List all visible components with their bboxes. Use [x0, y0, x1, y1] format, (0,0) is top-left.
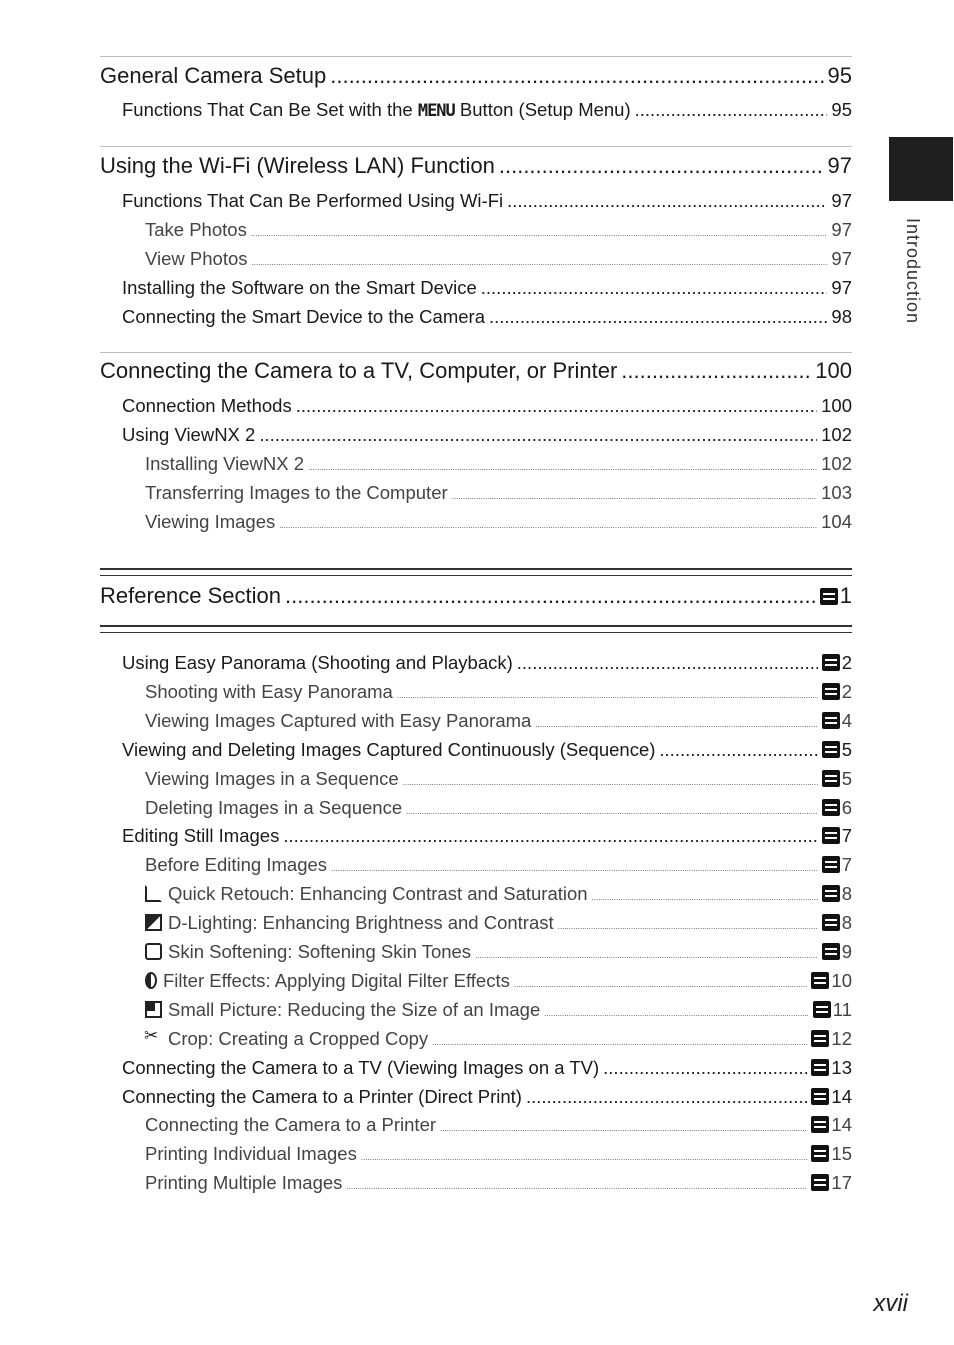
toc-section-entry[interactable]	[100, 583, 852, 609]
toc-entry-title	[145, 912, 554, 934]
toc-entry-title: Using ViewNX 2	[122, 424, 256, 445]
toc-page-number: 97	[831, 219, 852, 240]
toc-subentry[interactable]	[145, 970, 852, 992]
page-number: xvii	[873, 1290, 908, 1317]
dot-leader	[635, 99, 828, 121]
dot-leader	[544, 1009, 809, 1018]
dot-leader	[361, 1153, 808, 1162]
toc-subentry[interactable]	[145, 710, 852, 732]
d-lighting-icon	[145, 914, 162, 931]
page-number-text: 14	[831, 1114, 852, 1136]
toc-subentry[interactable]	[145, 912, 852, 934]
toc-entry[interactable]	[122, 825, 852, 847]
toc-page-number	[811, 1172, 852, 1194]
toc-entry[interactable]	[122, 424, 852, 446]
toc-entry-text: Viewing and Deleting Images Captured Continuously (Sequence)	[122, 738, 656, 760]
toc-entry-title	[122, 1086, 522, 1108]
dot-leader	[330, 63, 823, 89]
dot-leader	[475, 951, 818, 960]
toc-entry-title	[145, 999, 540, 1021]
toc-entry-title: Viewing Images	[145, 511, 276, 532]
dot-leader	[296, 395, 817, 417]
toc-page-number: 95	[827, 63, 852, 88]
toc-subentry[interactable]	[145, 883, 852, 905]
filter-effects-icon	[145, 972, 157, 989]
toc-page-number	[822, 797, 852, 819]
section-divider	[100, 352, 852, 353]
toc-entry-title	[145, 710, 531, 732]
dot-leader	[403, 778, 818, 787]
toc-entry-title: Connecting the Smart Device to the Camera	[122, 306, 485, 327]
toc-subentry[interactable]	[145, 1143, 852, 1165]
reference-section-icon	[822, 770, 840, 787]
reference-section-icon	[822, 914, 840, 931]
toc-page-number	[822, 768, 852, 790]
page-number-text: 7	[841, 854, 852, 876]
toc-page-number	[822, 941, 852, 963]
page-number-text: 8	[841, 912, 852, 934]
toc-section-entry[interactable]	[100, 63, 852, 89]
toc-entry[interactable]	[122, 190, 852, 212]
toc-subentry[interactable]	[145, 797, 852, 819]
dot-leader	[452, 492, 817, 501]
toc-page-number	[811, 1028, 852, 1050]
toc-page-number: 98	[831, 306, 852, 327]
toc-entry[interactable]	[122, 739, 852, 761]
toc-entry-title: Take Photos	[145, 219, 247, 240]
toc-entry-title	[145, 941, 471, 963]
page-number-text: 14	[831, 1085, 852, 1107]
toc-section-entry[interactable]	[100, 153, 852, 179]
dot-leader	[252, 258, 828, 267]
toc-entry-title	[145, 768, 399, 790]
toc-section-entry[interactable]	[100, 358, 852, 384]
toc-entry-text: Quick Retouch: Enhancing Contrast and Saturation	[168, 883, 588, 905]
toc-entry-text: Viewing Images Captured with Easy Panorama	[145, 709, 532, 731]
dot-leader	[535, 720, 817, 729]
toc-page-number	[822, 710, 852, 732]
toc-section-title: Connecting the Camera to a TV, Computer, or Printer	[100, 358, 618, 383]
toc-section-title: Using the Wi-Fi (Wireless LAN) Function	[100, 153, 495, 178]
toc-entry-text: Connecting the Camera to a TV (Viewing Images on a TV)	[122, 1056, 600, 1078]
dot-leader	[279, 521, 817, 530]
reference-section-icon	[811, 1145, 829, 1162]
page-number-text: 13	[831, 1056, 852, 1078]
toc-page-number: 97	[831, 190, 852, 211]
toc-entry-text: Functions That Can Be Set with the	[122, 99, 418, 120]
toc-page-number	[822, 739, 852, 761]
reference-section-icon	[813, 1001, 831, 1018]
toc-entry-title	[145, 681, 393, 703]
toc-page-number	[822, 854, 852, 876]
toc-entry-title: Functions That Can Be Performed Using Wi-Fi	[122, 190, 504, 211]
toc-entry-text: Button (Setup Menu)	[454, 99, 631, 120]
toc-entry-text: Small Picture: Reducing the Size of an Image	[168, 998, 541, 1020]
toc-page-number	[811, 1057, 852, 1079]
toc-page-number	[820, 583, 852, 609]
reference-section-icon	[822, 683, 840, 700]
dot-leader	[517, 652, 818, 674]
dot-leader	[331, 864, 818, 873]
page-number-text: 12	[831, 1027, 852, 1049]
toc-entry-title	[145, 797, 402, 819]
toc-entry-text: Deleting Images in a Sequence	[145, 796, 403, 818]
reference-section-icon	[811, 1174, 829, 1191]
toc-entry[interactable]	[122, 652, 852, 674]
toc-entry-text: Skin Softening: Softening Skin Tones	[168, 941, 472, 962]
dot-leader	[397, 691, 818, 700]
reference-section-icon	[822, 712, 840, 729]
toc-page-number: 102	[821, 424, 852, 445]
reference-divider-bottom	[100, 625, 852, 633]
dot-leader	[406, 807, 818, 816]
page-number-text: 17	[831, 1172, 852, 1194]
dot-leader	[432, 1038, 807, 1047]
toc-entry-title	[122, 1057, 599, 1079]
toc-page-number	[813, 999, 852, 1021]
toc-subentry[interactable]	[145, 482, 852, 504]
toc-page-number	[811, 1143, 852, 1165]
dot-leader	[507, 190, 827, 212]
toc-page-number	[822, 912, 852, 934]
toc-section-title: Reference Section	[100, 583, 281, 608]
dot-leader	[621, 358, 811, 384]
toc-page-number: 104	[821, 511, 852, 532]
reference-section-icon	[822, 885, 840, 902]
toc-entry[interactable]	[122, 395, 852, 417]
toc-entry-title: Installing ViewNX 2	[145, 453, 305, 474]
dot-leader	[592, 893, 818, 902]
dot-leader	[259, 424, 817, 446]
toc-entry-text: D-Lighting: Enhancing Brightness and Contrast	[168, 912, 554, 934]
page-number-text: 4	[841, 709, 852, 731]
dot-leader	[285, 583, 816, 609]
reference-section-icon	[822, 799, 840, 816]
toc-subentry[interactable]	[145, 999, 852, 1021]
page-number-text: 11	[832, 998, 852, 1020]
toc-entry-title	[145, 1172, 342, 1194]
toc-entry-title	[145, 1114, 436, 1136]
reference-section-icon	[811, 1059, 829, 1076]
dot-leader	[346, 1182, 807, 1191]
toc-entry-text: Viewing Images in a Sequence	[145, 767, 399, 789]
toc-subentry[interactable]	[145, 1114, 852, 1136]
toc-entry-title	[145, 970, 510, 992]
page-number-text: 2	[841, 680, 852, 702]
toc-page-number	[822, 883, 852, 905]
toc-entry-text: Shooting with Easy Panorama	[145, 680, 393, 702]
toc-entry-title	[122, 825, 279, 847]
reference-section-icon	[811, 972, 829, 989]
page-number-text: 2	[841, 652, 852, 673]
toc-page-number: 97	[831, 248, 852, 269]
toc-entry-title: View Photos	[145, 248, 248, 269]
dot-leader	[659, 739, 817, 761]
toc-entry-title	[122, 652, 513, 674]
dot-leader	[251, 229, 828, 238]
menu-button-icon: MENU	[417, 101, 455, 121]
toc-entry-text: Editing Still Images	[122, 825, 280, 847]
toc-page-number: 97	[827, 153, 852, 178]
toc-subentry[interactable]	[145, 1172, 852, 1194]
dot-leader	[489, 306, 827, 328]
page-number-text: 5	[841, 738, 852, 760]
reference-section-icon	[822, 856, 840, 873]
skin-softening-icon	[145, 943, 162, 960]
dot-leader	[603, 1057, 807, 1079]
dot-leader	[514, 980, 808, 989]
toc-page-number: 97	[831, 277, 852, 298]
dot-leader	[308, 463, 817, 472]
toc-page-number: 95	[831, 99, 852, 120]
section-divider	[100, 146, 852, 147]
toc-entry-title	[122, 99, 631, 121]
toc-page-number	[822, 652, 852, 674]
quick-retouch-icon	[145, 885, 162, 902]
reference-section-icon	[822, 943, 840, 960]
toc-subentry[interactable]	[145, 453, 852, 475]
chapter-tab-label: Introduction	[903, 218, 923, 325]
dot-leader	[526, 1086, 807, 1108]
toc-subentry[interactable]	[145, 681, 852, 703]
dot-leader	[440, 1124, 807, 1133]
toc-entry[interactable]	[122, 1057, 852, 1079]
toc-entry-text: Connecting the Camera to a Printer (Direct Print)	[122, 1085, 522, 1107]
reference-section-icon	[811, 1116, 829, 1133]
toc-page-number: 102	[821, 453, 852, 474]
toc-entry-title	[122, 739, 655, 761]
toc-entry-title: Connection Methods	[122, 395, 292, 416]
page-number-text: 6	[841, 796, 852, 818]
reference-section-icon	[822, 827, 840, 844]
toc-subentry[interactable]	[145, 248, 852, 270]
toc-entry-title	[145, 1028, 428, 1050]
reference-section-icon	[811, 1030, 829, 1047]
page-number-text: 10	[831, 969, 852, 991]
dot-leader	[499, 153, 824, 179]
toc-subentry[interactable]	[145, 854, 852, 876]
toc-subentry[interactable]	[145, 511, 852, 533]
toc-subentry[interactable]	[145, 941, 852, 963]
toc-page-number	[822, 825, 852, 847]
reference-section-icon	[811, 1088, 829, 1105]
page-number-text: 15	[831, 1143, 852, 1165]
toc-entry-title: Installing the Software on the Smart Device	[122, 277, 477, 298]
toc-page-number	[822, 681, 852, 703]
page-number-text: 7	[841, 825, 852, 847]
toc-page-number	[811, 970, 852, 992]
toc-entry-text: Printing Individual Images	[145, 1143, 357, 1165]
toc-entry-title	[145, 854, 327, 876]
toc-entry-text: Connecting the Camera to a Printer	[145, 1114, 437, 1136]
toc-page-number: 100	[815, 358, 852, 383]
page-number-text: 9	[841, 941, 852, 962]
toc-entry[interactable]	[122, 1086, 852, 1108]
reference-divider-top	[100, 568, 852, 576]
toc-entry-text: Crop: Creating a Cropped Copy	[168, 1027, 429, 1049]
toc-entry-text: Filter Effects: Applying Digital Filter Effects	[163, 969, 510, 991]
toc-entry-title	[145, 1143, 357, 1165]
small-picture-icon	[145, 1001, 162, 1018]
reference-section-icon	[822, 741, 840, 758]
toc-entry-text: Printing Multiple Images	[145, 1172, 343, 1194]
crop-icon	[145, 1030, 162, 1047]
toc-subentry[interactable]	[145, 219, 852, 241]
dot-leader	[481, 277, 828, 299]
chapter-tab	[889, 137, 953, 201]
toc-entry-title	[145, 883, 588, 905]
dot-leader	[558, 922, 818, 931]
toc-entry-title: Transferring Images to the Computer	[145, 482, 448, 503]
toc-entry-text: Before Editing Images	[145, 854, 328, 876]
toc-page-number	[811, 1114, 852, 1136]
reference-section-icon	[822, 654, 840, 671]
toc-subentry[interactable]	[145, 768, 852, 790]
toc-subentry[interactable]	[145, 1028, 852, 1050]
toc-entry-text: Using Easy Panorama (Shooting and Playback)	[122, 652, 513, 673]
page-number-text: 5	[841, 767, 852, 789]
toc-page-number	[811, 1086, 852, 1108]
toc-page-number: 103	[821, 482, 852, 503]
page-number-text: 8	[841, 883, 852, 905]
page-number-text: 1	[839, 583, 852, 608]
toc-entry[interactable]	[122, 306, 852, 328]
toc-page-number: 100	[821, 395, 852, 416]
toc-entry[interactable]	[122, 99, 852, 121]
section-divider	[100, 56, 852, 57]
toc-entry[interactable]	[122, 277, 852, 299]
reference-section-icon	[820, 588, 838, 605]
toc-section-title: General Camera Setup	[100, 63, 327, 88]
dot-leader	[283, 825, 817, 847]
